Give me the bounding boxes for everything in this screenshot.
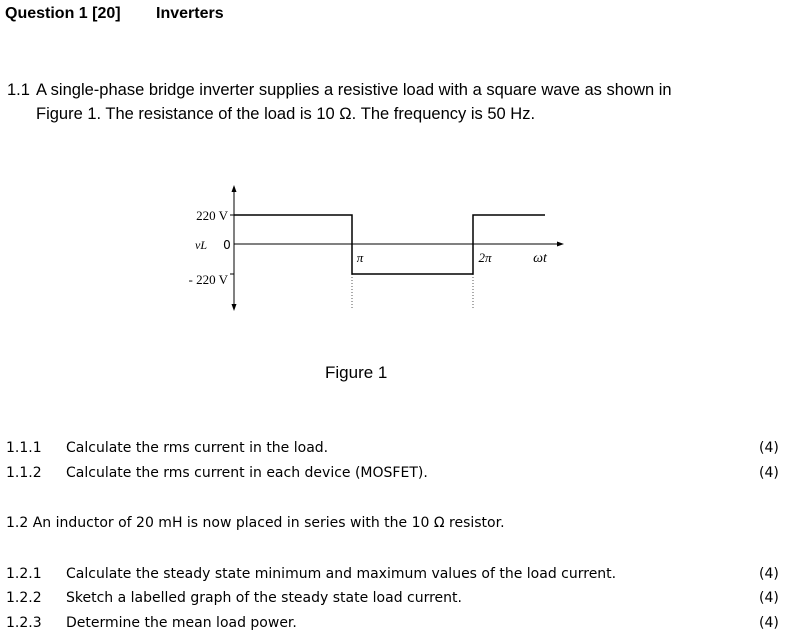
q1-1-1-marks: (4) — [759, 440, 779, 456]
q1-1-1-text: Calculate the rms current in the load. — [66, 440, 329, 456]
q1-2-1-number: 1.2.1 — [6, 566, 42, 582]
q1-1-2-marks: (4) — [759, 465, 779, 481]
x-axis-label: ωt — [533, 251, 547, 266]
q1-2-1-marks: (4) — [759, 566, 779, 582]
y-axis-label: vL — [195, 238, 207, 252]
q1-2-2-marks: (4) — [759, 590, 779, 606]
q1-1-line1: A single-phase bridge inverter supplies a resistive load with a square wave as shown in — [36, 81, 672, 99]
question-topic: Inverters — [156, 5, 224, 22]
q1-1-1-number: 1.1.1 — [6, 440, 42, 456]
x-axis-arrow — [557, 242, 564, 247]
q1-1-line2: Figure 1. The resistance of the load is 10 Ω. The frequency is 50 Hz. — [36, 105, 536, 123]
q1-1-2-number: 1.1.2 — [6, 465, 42, 481]
q1-2-3-text: Determine the mean load power. — [66, 615, 297, 631]
q1-2-3-number: 1.2.3 — [6, 615, 42, 631]
q1-2-text: 1.2 An inductor of 20 mH is now placed in series with the 10 Ω resistor. — [6, 515, 505, 531]
q1-1-2-text: Calculate the rms current in each device (MOSFET). — [66, 465, 428, 481]
x-tick-2pi: 2π — [478, 250, 492, 265]
y-axis-arrow-up — [232, 185, 237, 192]
y-tick-220: 220 V — [196, 208, 228, 223]
figure-caption: Figure 1 — [325, 363, 388, 382]
question-title: Question 1 [20] — [5, 5, 121, 22]
y-axis-arrow-down — [232, 304, 237, 311]
x-tick-pi: π — [356, 250, 364, 265]
q1-2-2-text: Sketch a labelled graph of the steady state load current. — [66, 590, 462, 606]
q1-2-1-text: Calculate the steady state minimum and maximum values of the load current. — [66, 566, 617, 582]
y-tick-neg220: - 220 V — [188, 272, 228, 287]
y-tick-0: 0 — [223, 238, 231, 252]
q1-2-2-number: 1.2.2 — [6, 590, 42, 606]
q1-1-number: 1.1 — [7, 81, 30, 99]
q1-2-3-marks: (4) — [759, 615, 779, 631]
